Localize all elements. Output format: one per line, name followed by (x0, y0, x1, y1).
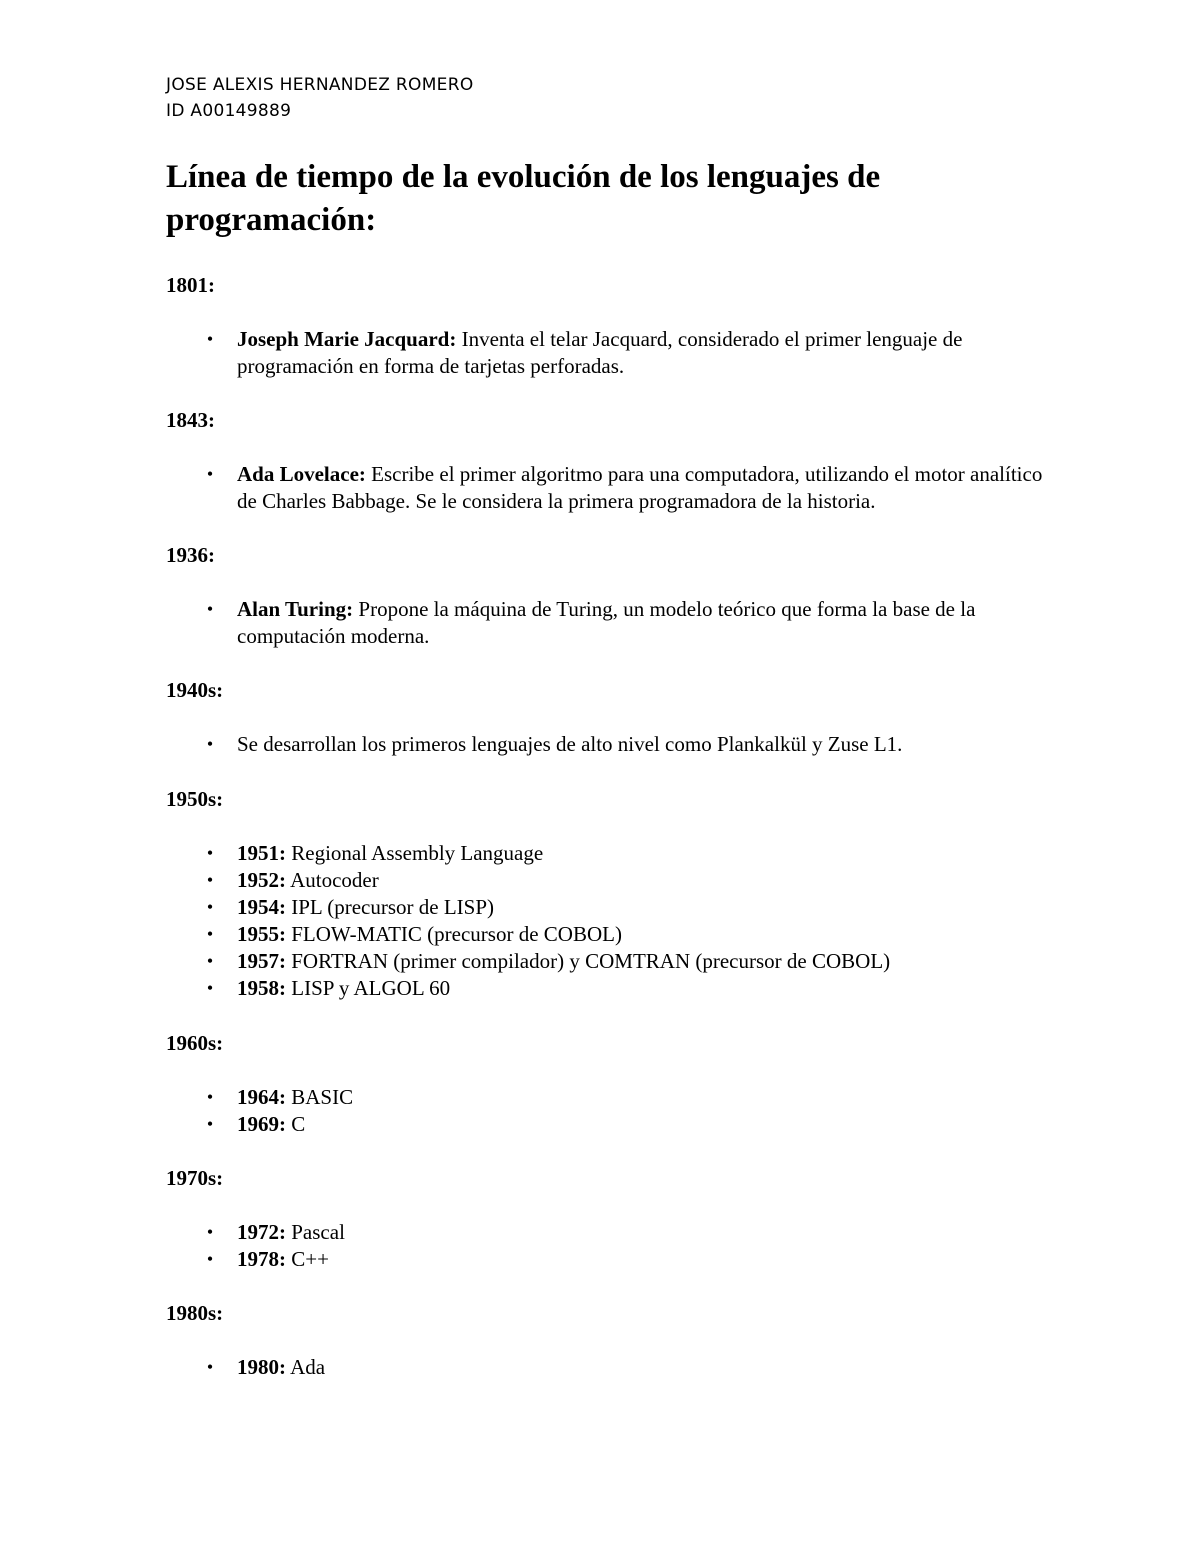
bullet-icon: • (206, 1114, 214, 1134)
bullet-icon: • (206, 734, 214, 754)
section-1980s (166, 1300, 1046, 1381)
item-term: Ada Lovelace: (237, 462, 366, 486)
section-1843 (166, 407, 1046, 515)
item-term: 1955: (237, 922, 286, 946)
list-item (166, 840, 1046, 867)
list-item (166, 596, 1046, 650)
bullet-icon: • (206, 924, 214, 944)
item-text: Inventa el telar Jacquard, considerado el primer lenguaje de programación en forma de tarjetas perforadas. (237, 327, 963, 378)
item-text: Regional Assembly Language (286, 841, 544, 865)
item-term: 1957: (237, 949, 286, 973)
item-term: 1964: (237, 1085, 286, 1109)
item-list (166, 461, 1046, 515)
section-1970s (166, 1165, 1046, 1273)
item-text: Pascal (286, 1220, 345, 1244)
item-list (166, 731, 1046, 758)
item-term: 1958: (237, 976, 286, 1000)
item-text: Ada (286, 1355, 326, 1379)
bullet-icon: • (206, 843, 214, 863)
bullet-icon: • (206, 1357, 214, 1377)
section-year: 1960s: (166, 1031, 224, 1055)
bullet-icon: • (206, 464, 214, 484)
section-year: 1940s: (166, 678, 224, 702)
item-term: 1951: (237, 841, 286, 865)
item-term: 1952: (237, 868, 286, 892)
item-term: 1978: (237, 1247, 286, 1271)
item-text: Escribe el primer algoritmo para una computadora, utilizando el motor analítico de Charles Babbage. Se le considera la primera programadora de la historia. (237, 462, 1043, 513)
section-year: 1843: (166, 408, 215, 432)
item-term: Joseph Marie Jacquard: (237, 327, 457, 351)
list-item (166, 326, 1046, 380)
section-1960s (166, 1030, 1046, 1138)
section-year: 1980s: (166, 1301, 224, 1325)
list-item (166, 1084, 1046, 1111)
list-item (166, 894, 1046, 921)
list-item (166, 1219, 1046, 1246)
item-text: FORTRAN (primer compilador) y COMTRAN (precursor de COBOL) (286, 949, 891, 973)
bullet-icon: • (206, 1222, 214, 1242)
item-text: C (286, 1112, 306, 1136)
item-list (166, 840, 1046, 1002)
item-text: Se desarrollan los primeros lenguajes de alto nivel como Plankalkül y Zuse L1. (237, 732, 903, 756)
bullet-icon: • (206, 329, 214, 349)
list-item (166, 948, 1046, 975)
document-page (166, 72, 1046, 1381)
item-text: BASIC (286, 1085, 354, 1109)
section-1940s (166, 677, 1046, 758)
item-text: LISP y ALGOL 60 (286, 976, 451, 1000)
item-list (166, 1354, 1046, 1381)
list-item (166, 1354, 1046, 1381)
student-id: ID A00149889 (166, 101, 292, 121)
list-item (166, 461, 1046, 515)
bullet-icon: • (206, 870, 214, 890)
section-1936 (166, 542, 1046, 650)
list-item (166, 975, 1046, 1002)
item-text: Propone la máquina de Turing, un modelo teórico que forma la base de la computación moderna. (237, 597, 976, 648)
item-list (166, 326, 1046, 380)
author-name: JOSE ALEXIS HERNANDEZ ROMERO (166, 75, 474, 95)
item-text: C++ (286, 1247, 329, 1271)
list-item (166, 921, 1046, 948)
item-text: IPL (precursor de LISP) (286, 895, 495, 919)
item-list (166, 1084, 1046, 1138)
item-term: 1980: (237, 1355, 286, 1379)
section-1950s (166, 786, 1046, 1002)
bullet-icon: • (206, 599, 214, 619)
section-year: 1970s: (166, 1166, 224, 1190)
item-text: FLOW-MATIC (precursor de COBOL) (286, 922, 622, 946)
list-item (166, 867, 1046, 894)
item-term: Alan Turing: (237, 597, 354, 621)
bullet-icon: • (206, 978, 214, 998)
item-term: 1954: (237, 895, 286, 919)
item-list (166, 596, 1046, 650)
item-term: 1972: (237, 1220, 286, 1244)
list-item (166, 1111, 1046, 1138)
list-item (166, 731, 1046, 758)
bullet-icon: • (206, 1087, 214, 1107)
item-term: 1969: (237, 1112, 286, 1136)
item-list (166, 1219, 1046, 1273)
bullet-icon: • (206, 897, 214, 917)
section-year: 1801: (166, 273, 215, 297)
section-1801 (166, 272, 1046, 380)
section-year: 1936: (166, 543, 215, 567)
list-item (166, 1246, 1046, 1273)
page-title: Línea de tiempo de la evolución de los lenguajes de programación: (166, 159, 881, 238)
bullet-icon: • (206, 951, 214, 971)
section-year: 1950s: (166, 787, 224, 811)
item-text: Autocoder (286, 868, 379, 892)
bullet-icon: • (206, 1249, 214, 1269)
